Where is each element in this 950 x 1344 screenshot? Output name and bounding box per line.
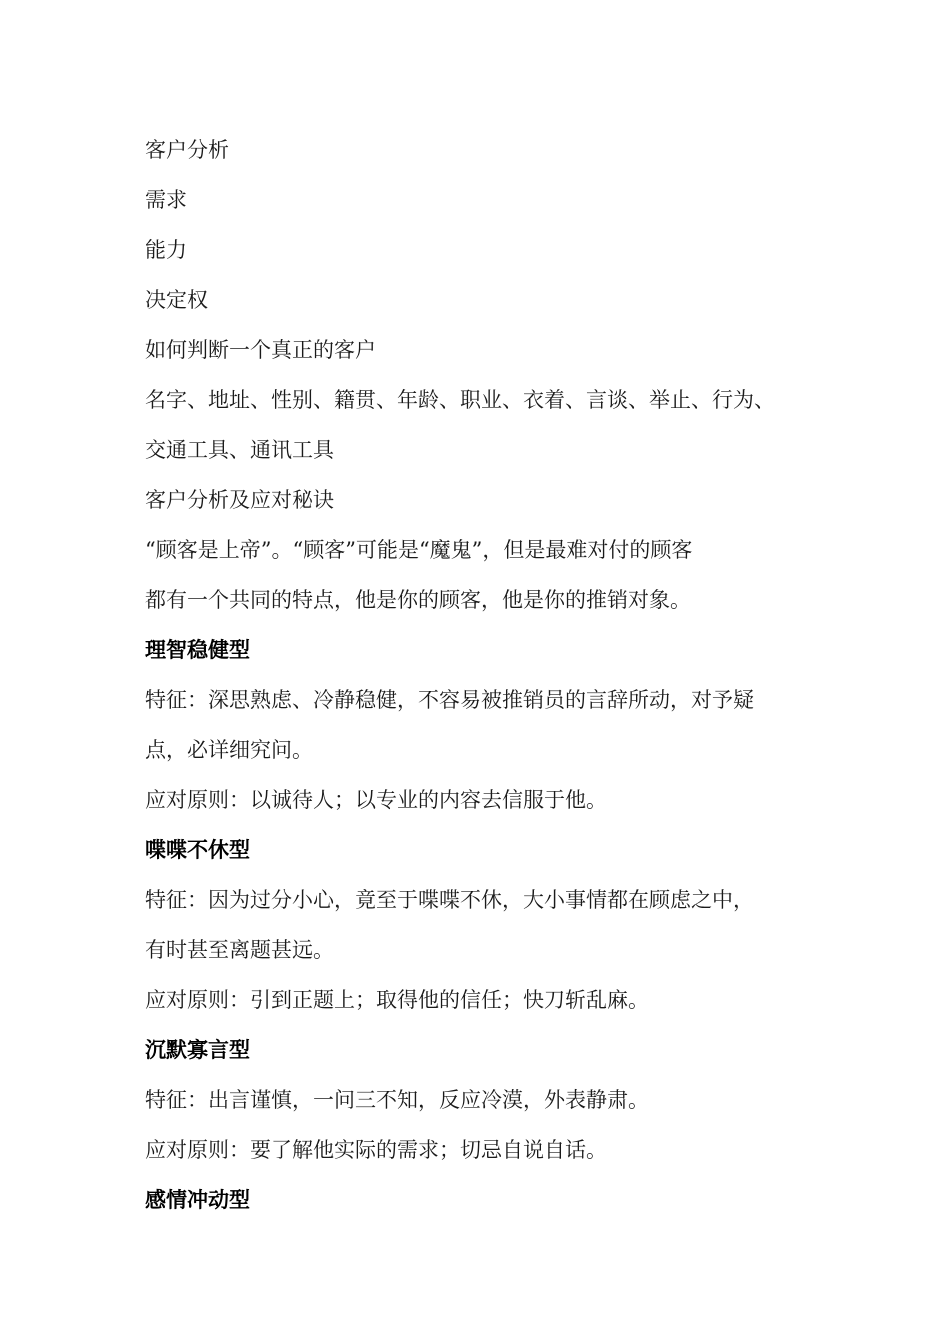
section-heading-silent: 沉默寡言型 — [145, 1038, 250, 1062]
section-heading-emotional: 感情冲动型 — [145, 1188, 250, 1212]
doc-line-attributes-2: 交通工具、通讯工具 — [145, 438, 334, 462]
doc-line-analysis-tips: 客户分析及应对秘诀 — [145, 488, 334, 512]
doc-line-silent-principle: 应对原则：要了解他实际的需求；切忌自说自话。 — [145, 1138, 607, 1162]
doc-line-intro-2: 都有一个共同的特点，他是你的顾客，他是你的推销对象。 — [145, 588, 691, 612]
doc-line-ability: 能力 — [145, 238, 187, 262]
doc-line-talkative-principle: 应对原则：引到正题上；取得他的信任；快刀斩乱麻。 — [145, 988, 649, 1012]
doc-line-authority: 决定权 — [145, 288, 208, 312]
doc-line-rational-feature-1: 特征：深思熟虑、冷静稳健，不容易被推销员的言辞所动，对予疑 — [145, 688, 754, 712]
section-heading-rational: 理智稳健型 — [145, 638, 250, 662]
doc-line-talkative-feature-1: 特征：因为过分小心，竟至于喋喋不休，大小事情都在顾虑之中， — [145, 888, 754, 912]
doc-line-talkative-feature-2: 有时甚至离题甚远。 — [145, 938, 334, 962]
doc-line-title: 客户分析 — [145, 138, 229, 162]
doc-line-rational-principle: 应对原则：以诚待人；以专业的内容去信服于他。 — [145, 788, 607, 812]
section-heading-talkative: 喋喋不休型 — [145, 838, 250, 862]
document-body — [145, 125, 835, 1225]
doc-line-silent-feature: 特征：出言谨慎，一问三不知，反应冷漠，外表静肃。 — [145, 1088, 649, 1112]
doc-line-intro-1: “顾客是上帝”。“顾客”可能是“魔鬼”，但是最难对付的顾客 — [145, 538, 693, 562]
doc-line-rational-feature-2: 点，必详细究问。 — [145, 738, 313, 762]
doc-line-judge-customer: 如何判断一个真正的客户 — [145, 338, 376, 362]
doc-line-need: 需求 — [145, 188, 187, 212]
doc-line-attributes-1: 名字、地址、性别、籍贯、年龄、职业、衣着、言谈、举止、行为、 — [145, 388, 775, 412]
